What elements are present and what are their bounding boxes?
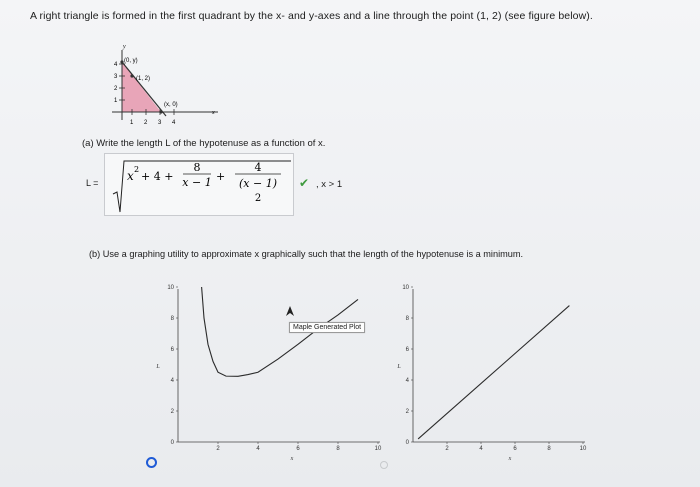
y-tick-label: 2 [170,409,174,415]
figure-axis-y-label: y [123,44,126,50]
x-axis-label: x [508,456,512,462]
domain-condition: , x > 1 [316,179,343,190]
series-line [418,306,569,439]
x-axis-label: x [290,456,294,462]
figure-x-tick-3: 3 [158,120,162,126]
x-tick-label: 2 [445,446,449,452]
y-tick-label: 4 [170,378,174,384]
L-label: L = [86,178,99,188]
label-point: (1, 2) [136,76,151,82]
y-tick-label: 6 [405,347,409,353]
correct-check-icon: ✔ [299,176,310,190]
point-1-2 [130,74,133,77]
y-tick-label: 2 [405,409,409,415]
answer-expression [105,154,293,215]
figure-axis-x-label: x [212,110,215,116]
x-tick-label: 8 [336,446,340,452]
figure-x-tick-1: 1 [130,120,134,126]
y-tick-label: 10 [402,285,409,291]
x-tick-label: 2 [216,446,220,452]
graph-option-1-radio[interactable] [146,457,157,468]
figure-y-tick-1: 1 [114,98,118,104]
y-tick-label: 8 [170,316,174,322]
graph-option-2[interactable] [385,276,605,466]
y-axis-label: L [397,364,401,370]
expr-x: x [127,169,134,183]
part-a-prompt: (a) Write the length L of the hypotenuse as a function of x. [82,138,326,149]
expr-frac2-den: (x − 1) [239,177,277,190]
expr-frac1-den: x − 1 [182,176,212,189]
label-x-intercept: (x, 0) [164,102,178,108]
expr-frac2-exp: 2 [254,193,262,204]
expr-plus: + [216,170,226,183]
figure-y-tick-3: 3 [114,74,118,80]
label-y-intercept: (0, y) [124,58,138,64]
expr-sup2: 2 [134,165,140,174]
figure-y-tick-2: 2 [114,86,118,92]
x-tick-label: 8 [547,446,551,452]
figure-y-tick-4: 4 [114,62,118,68]
y-tick-label: 8 [405,316,409,322]
answer-box[interactable] [104,153,294,216]
x-tick-label: 4 [479,446,483,452]
x-tick-label: 6 [513,446,517,452]
y-tick-label: 0 [405,440,409,446]
x-tick-label: 6 [296,446,300,452]
y-axis-label: L [156,364,160,370]
y-tick-label: 6 [170,347,174,353]
expr-frac2-num: 4 [254,161,262,174]
plot-tooltip: Maple Generated Plot [289,322,365,333]
x-tick-label: 10 [374,446,382,452]
y-tick-label: 0 [170,440,174,446]
graph-option-2-radio[interactable] [380,461,388,469]
expr-plus4plus: + 4 + [141,170,174,183]
part-b-prompt: (b) Use a graphing utility to approximate x graphically such that the length of the hypotenuse is a minimum. [89,249,524,259]
mouse-cursor-icon [285,305,295,317]
graph-option-1[interactable] [140,276,380,466]
problem-statement: A right triangle is formed in the first quadrant by the x- and y-axes and a line through the point (1, 2) (see figure below). [30,10,593,22]
x-tick-label: 10 [579,446,587,452]
expr-frac1-num: 8 [193,161,201,174]
y-tick-label: 10 [167,285,174,291]
figure-x-tick-4: 4 [172,120,176,126]
x-tick-label: 4 [256,446,260,452]
y-tick-label: 4 [405,378,409,384]
figure-x-tick-2: 2 [144,120,148,126]
triangle-figure [108,40,228,130]
